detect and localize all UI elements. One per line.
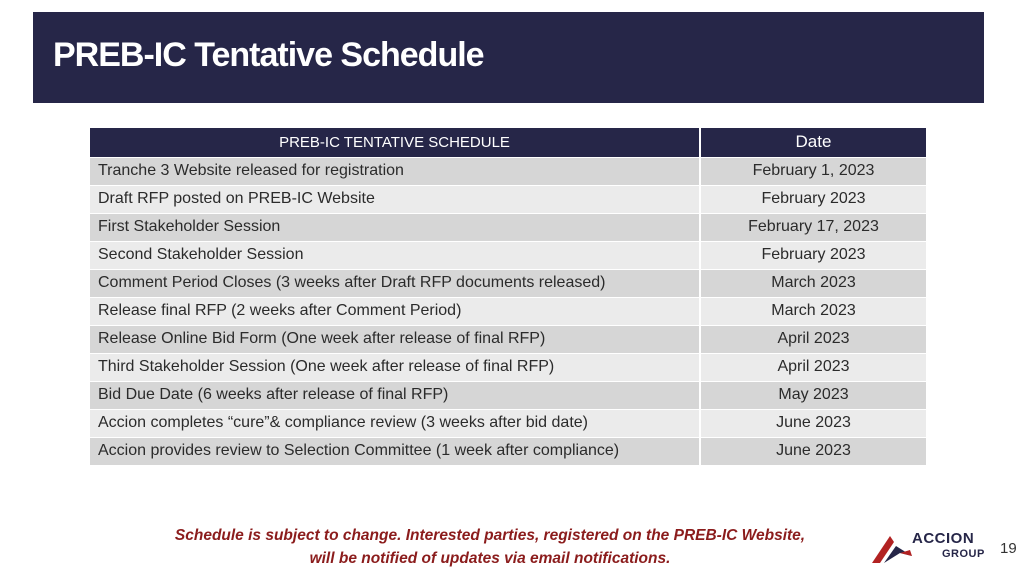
table-row [90, 437, 926, 465]
date-cell: June 2023 [700, 409, 926, 437]
date-cell: May 2023 [700, 381, 926, 409]
schedule-table [90, 128, 926, 465]
table-row [90, 297, 926, 325]
date-cell: February 2023 [700, 185, 926, 213]
date-cell: June 2023 [700, 437, 926, 465]
logo-name: ACCION [912, 530, 975, 547]
date-cell: March 2023 [700, 269, 926, 297]
title-bar [33, 12, 984, 103]
table-row [90, 241, 926, 269]
event-cell: Bid Due Date (6 weeks after release of final RFP) [90, 381, 700, 409]
event-cell: First Stakeholder Session [90, 213, 700, 241]
slide-title: PREB-IC Tentative Schedule [53, 36, 484, 74]
event-cell: Third Stakeholder Session (One week after release of final RFP) [90, 353, 700, 381]
date-cell: April 2023 [700, 325, 926, 353]
event-cell: Tranche 3 Website released for registration [90, 157, 700, 185]
date-cell: February 1, 2023 [700, 157, 926, 185]
header-date: Date [700, 128, 926, 157]
table-row [90, 353, 926, 381]
table-row [90, 213, 926, 241]
table-row [90, 185, 926, 213]
notice-line-1: Schedule is subject to change. Interested parties, registered on the PREB-IC Website, [174, 527, 806, 544]
logo-sub: GROUP [942, 548, 985, 560]
date-cell: March 2023 [700, 297, 926, 325]
event-cell: Accion completes “cure”& compliance review (3 weeks after bid date) [90, 409, 700, 437]
date-cell: February 2023 [700, 241, 926, 269]
table-row [90, 157, 926, 185]
accion-logo-icon [870, 534, 914, 564]
table-row [90, 381, 926, 409]
table-header-row [90, 128, 926, 157]
table-row [90, 409, 926, 437]
event-cell: Comment Period Closes (3 weeks after Draft RFP documents released) [90, 269, 700, 297]
event-cell: Accion provides review to Selection Committee (1 week after compliance) [90, 437, 700, 465]
page-number: 19 [1000, 540, 1017, 557]
event-cell: Release final RFP (2 weeks after Comment Period) [90, 297, 700, 325]
event-cell: Draft RFP posted on PREB-IC Website [90, 185, 700, 213]
date-cell: February 17, 2023 [700, 213, 926, 241]
table-row [90, 269, 926, 297]
event-cell: Second Stakeholder Session [90, 241, 700, 269]
accion-group-logo [870, 530, 990, 566]
event-cell: Release Online Bid Form (One week after release of final RFP) [90, 325, 700, 353]
header-event: PREB-IC TENTATIVE SCHEDULE [90, 128, 700, 157]
date-cell: April 2023 [700, 353, 926, 381]
schedule-notice [120, 524, 860, 570]
notice-line-2: will be notified of updates via email notifications. [309, 550, 671, 567]
table-row [90, 325, 926, 353]
